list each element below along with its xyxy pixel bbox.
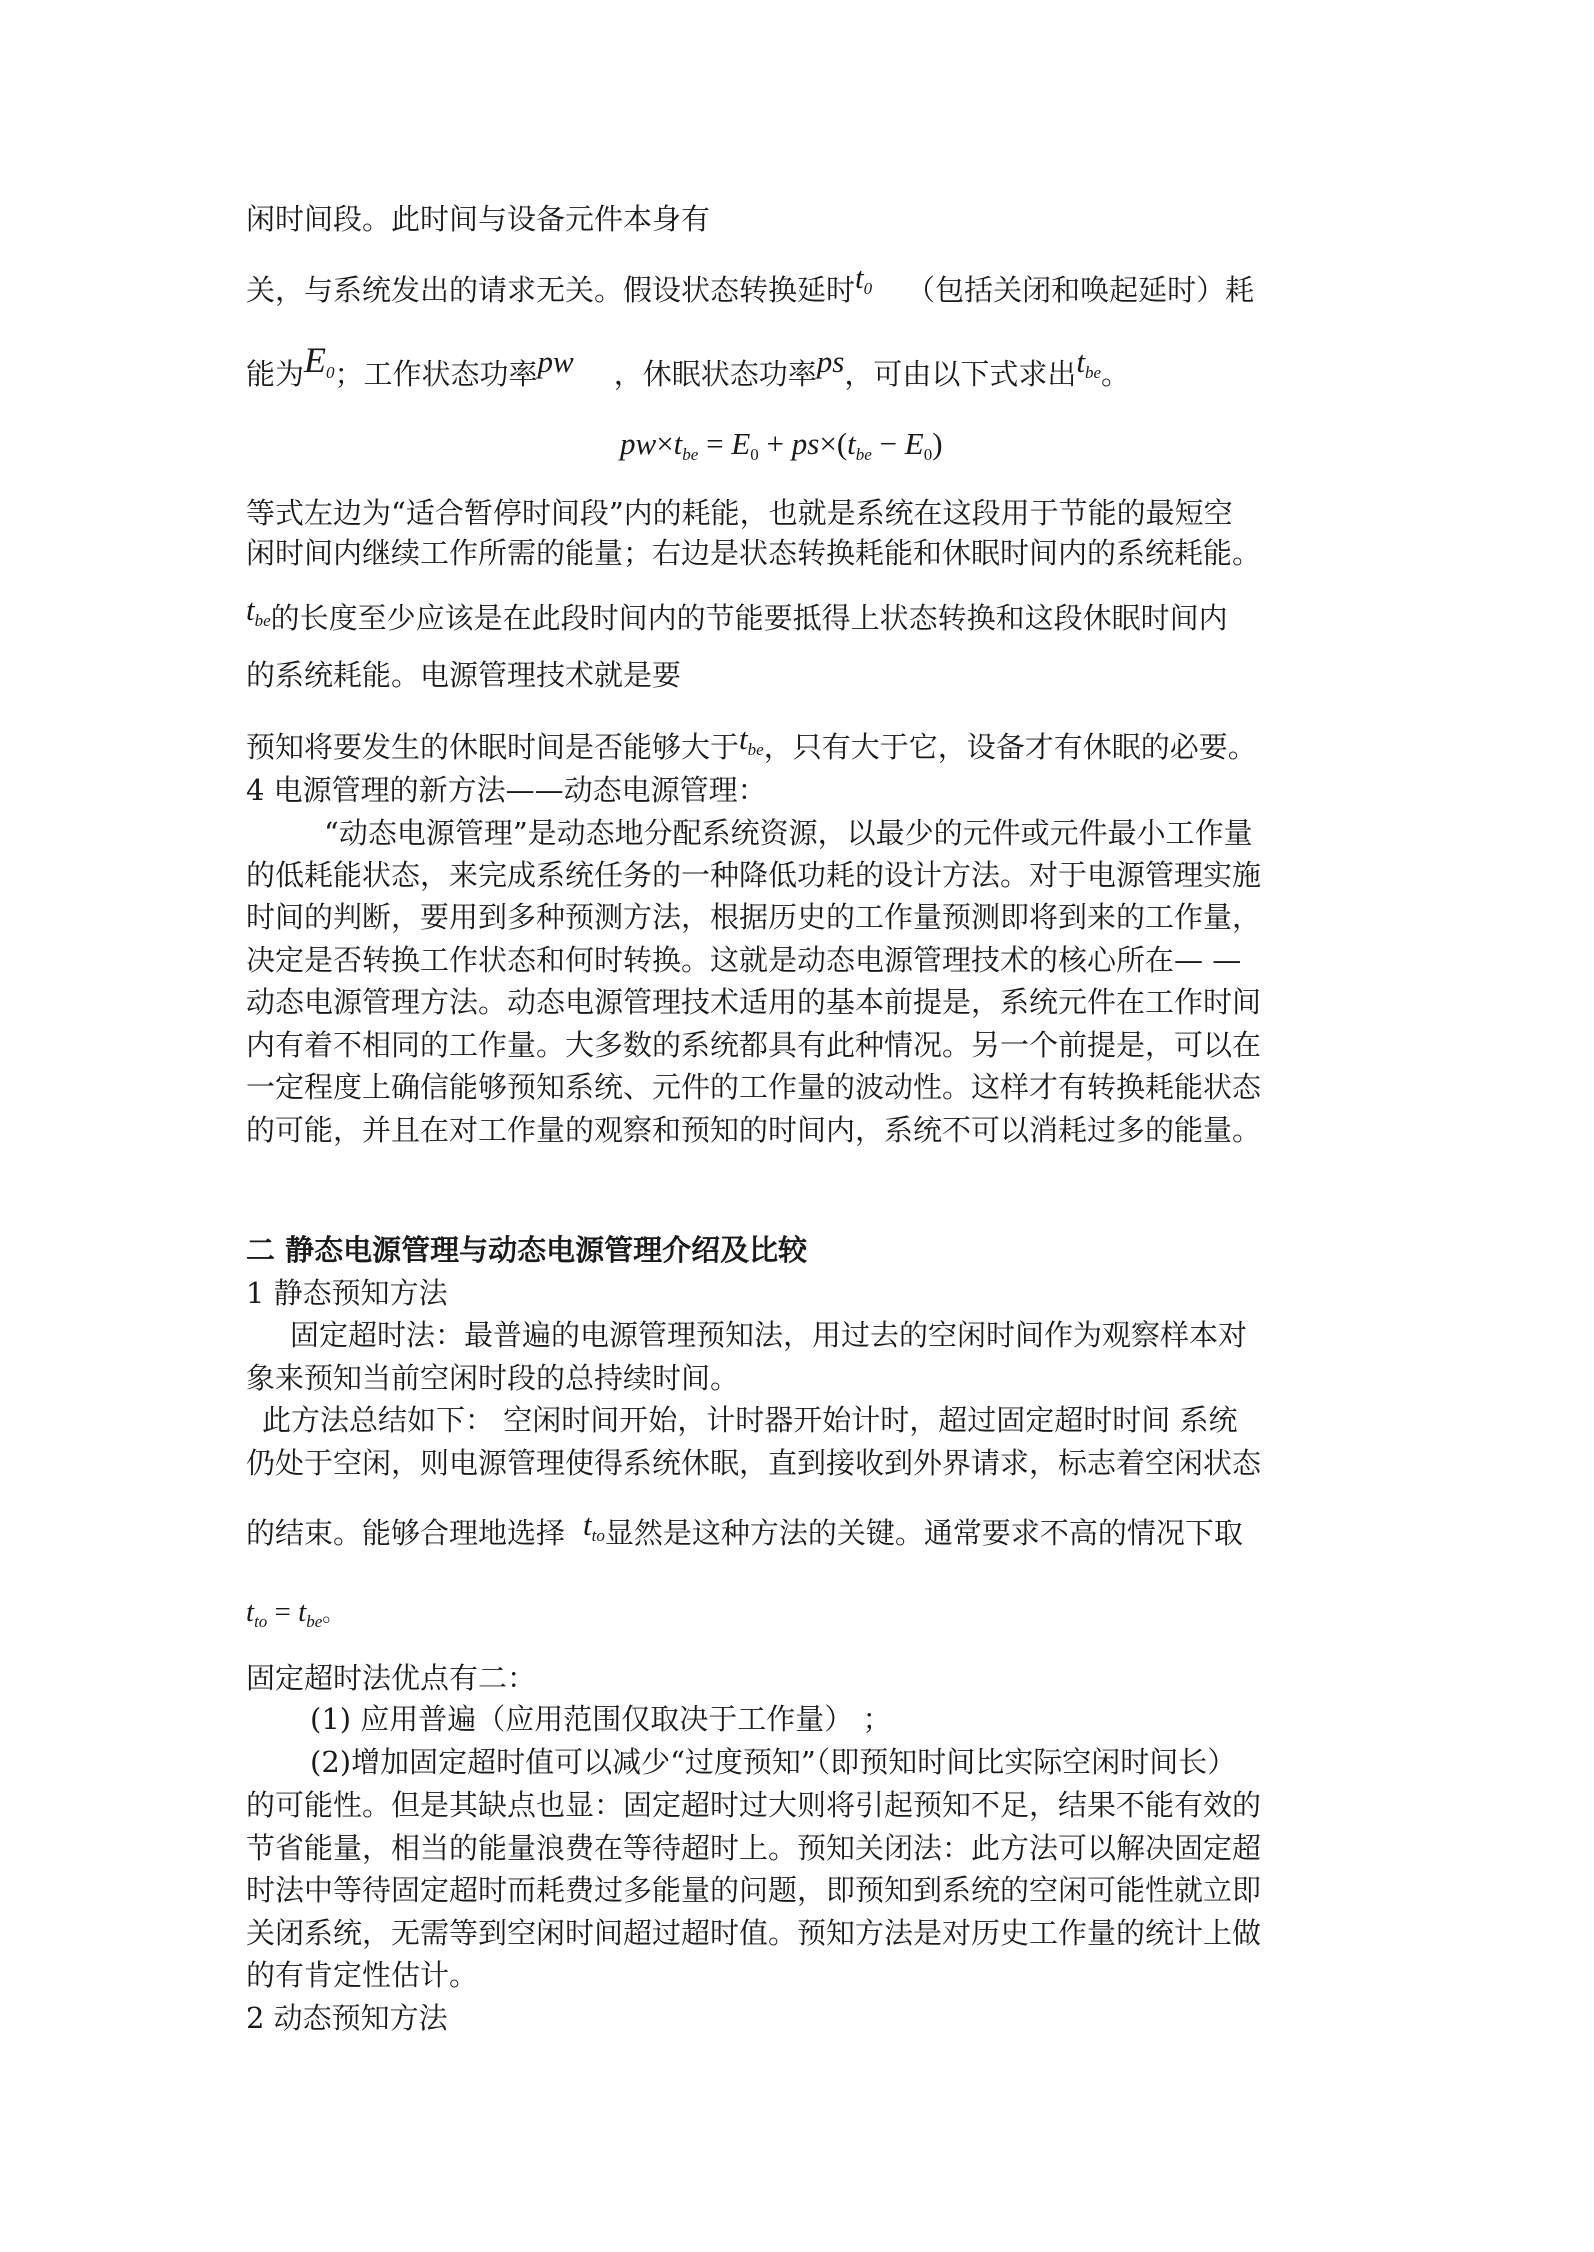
text: ，可由以下式求出 <box>844 357 1077 391</box>
text: 闲时间内继续工作所需的能量；右边是状态转换耗能和休眠时间内的系统耗能。 <box>246 536 1262 570</box>
text: (1) 应用普遍（应用范围仅取决于工作量） ； <box>310 1702 892 1736</box>
symbol-tto: $t_{to}$ <box>583 1507 605 1545</box>
text: 的结束。能够合理地选择 <box>246 1516 566 1550</box>
equation-inline: $t_{to} = t_{be}$。 <box>246 1596 345 1631</box>
paragraph-line <box>262 1400 1362 1440</box>
symbol-tbe: $t_{be}$ <box>739 721 764 759</box>
text: 的系统耗能。电源管理技术就是要 <box>246 658 682 692</box>
text: 闲时间段。此时间与设备元件本身有 <box>246 202 711 236</box>
symbol-pw: pw <box>537 344 574 379</box>
paragraph-line <box>246 940 1346 980</box>
text: 象来预知当前空闲时段的总持续时间。 <box>246 1361 740 1395</box>
list-item <box>310 1699 1410 1739</box>
text: “动态电源管理”是动态地分配系统资源，以最少的元件或元件最小工作量 <box>324 816 1253 850</box>
text: 等式左边为“适合暂停时间段”内的耗能，也就是系统在这段用于节能的最短空 <box>246 496 1233 530</box>
paragraph-line <box>246 982 1346 1022</box>
text: 一定程度上确信能够预知系统、元件的工作量的波动性。这样才有转换耗能状态 <box>246 1070 1262 1104</box>
text: 的可能，并且在对工作量的观察和预知的时间内，系统不可以消耗过多的能量。 <box>246 1113 1262 1147</box>
text: 时法中等待固定超时而耗费过多能量的问题，即预知到系统的空闲可能性就立即 <box>246 1873 1262 1907</box>
paragraph-line <box>246 1358 1346 1398</box>
paragraph-line <box>246 855 1346 895</box>
paragraph-line <box>246 1110 1346 1150</box>
equation: $pw\times t_{be} = E_0 + ps\times(t_{be} - E_0)$ <box>620 426 943 464</box>
text: 显然是这种方法的关键。通常要求不高的情况下取 <box>604 1516 1243 1550</box>
text: 。 <box>1101 357 1131 391</box>
text: 预知将要发生的休眠时间是否能够大于 <box>246 730 740 764</box>
text: 决定是否转换工作状态和何时转换。这就是动态电源管理技术的核心所在— — <box>246 943 1242 977</box>
text: ，只有大于它，设备才有休眠的必要。 <box>763 730 1257 764</box>
paragraph-line <box>246 1658 1346 1698</box>
paragraph-line <box>246 1025 1346 1065</box>
paragraph-line <box>290 1315 1390 1355</box>
paragraph-line <box>246 1507 1346 1564</box>
text: 4 电源管理的新方法——动态电源管理： <box>246 773 767 807</box>
list-item <box>310 1742 1410 1782</box>
text: 的可能性。但是其缺点也显：固定超时过大则将引起预知不足，结果不能有效的 <box>246 1788 1262 1822</box>
paragraph-line <box>246 493 1346 533</box>
paragraph-line <box>324 813 1424 853</box>
text: 2 动态预知方法 <box>246 2001 448 2035</box>
paragraph-line <box>246 655 1346 695</box>
paragraph-line <box>246 1785 1346 1825</box>
paragraph-line <box>246 199 1346 239</box>
symbol-ps: ps <box>816 344 845 379</box>
text: 节省能量，相当的能量浪费在等待超时上。预知关闭法：此方法可以解决固定超 <box>246 1831 1262 1865</box>
symbol-E0: $E_0$ <box>304 340 335 382</box>
text: 固定超时法：最普遍的电源管理预知法，用过去的空闲时间作为观察样本对 <box>290 1318 1248 1352</box>
text: 固定超时法优点有二： <box>246 1661 537 1695</box>
paragraph-line <box>246 1870 1346 1910</box>
paragraph-line <box>246 1067 1346 1107</box>
text: (2)增加固定超时值可以减少“过度预知”（即预知时间比实际空闲时间长） <box>310 1745 1237 1779</box>
paragraph-line <box>246 340 1346 405</box>
text: 能为 <box>246 357 305 391</box>
text: 的有肯定性估计。 <box>246 1958 479 1992</box>
section-heading <box>246 1998 1346 2038</box>
text: 此方法总结如下： 空闲时间开始，计时器开始计时，超过固定超时时间 系统 <box>262 1403 1238 1437</box>
paragraph-line <box>246 1955 1346 1995</box>
text: 关闭系统，无需等到空闲时间超过超时值。预知方法是对历史工作量的统计上做 <box>246 1916 1262 1950</box>
text: 时间的判断，要用到多种预测方法，根据历史的工作量预测即将到来的工作量， <box>246 900 1262 934</box>
paragraph-line <box>246 1828 1346 1868</box>
text: ；工作状态功率 <box>334 357 538 391</box>
paragraph-line <box>246 533 1346 573</box>
paragraph-line <box>246 897 1346 937</box>
text: 二 静态电源管理与动态电源管理介绍及比较 <box>246 1233 808 1267</box>
paragraph-line <box>246 592 1346 649</box>
symbol-tbe: $t_{be}$ <box>1076 344 1101 382</box>
text: ，休眠状态功率 <box>613 357 817 391</box>
symbol-tbe: $t_{be}$ <box>246 592 271 630</box>
paragraph-line <box>246 260 1346 321</box>
text: （包括关闭和唤起延时）耗 <box>906 273 1255 307</box>
paragraph-line <box>246 1913 1346 1953</box>
symbol-t0: $t_0$ <box>855 260 873 298</box>
text: 的低耗能状态，来完成系统任务的一种降低功耗的设计方法。对于电源管理实施 <box>246 858 1262 892</box>
text: 内有着不相同的工作量。大多数的系统都具有此种情况。另一个前提是，可以在 <box>246 1028 1262 1062</box>
text: 关，与系统发出的请求无关。假设状态转换延时 <box>246 273 856 307</box>
text: 1 静态预知方法 <box>246 1276 448 1310</box>
text: 的长度至少应该是在此段时间内的节能要抵得上状态转换和这段休眠时间内 <box>270 601 1228 635</box>
section-heading <box>246 770 1346 810</box>
paragraph-line <box>246 1443 1346 1483</box>
text: 动态电源管理方法。动态电源管理技术适用的基本前提是，系统元件在工作时间 <box>246 985 1262 1019</box>
text: 仍处于空闲，则电源管理使得系统休眠，直到接收到外界请求，标志着空闲状态 <box>246 1446 1262 1480</box>
chapter-heading <box>246 1230 1346 1270</box>
section-heading <box>246 1273 1346 1313</box>
